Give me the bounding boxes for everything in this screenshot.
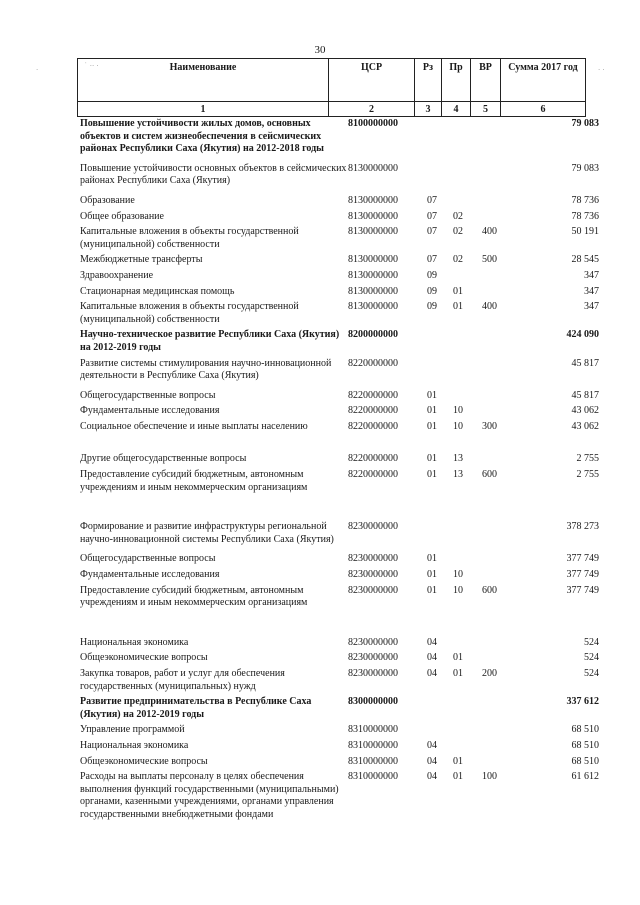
table-row	[0, 585, 640, 610]
table-row	[0, 118, 640, 156]
row-rz: 01	[427, 420, 437, 432]
row-csr: 8230000000	[348, 521, 398, 533]
row-rz: 04	[427, 668, 437, 679]
row-sum: 28 545	[571, 254, 599, 266]
scan-artifact: ˙ ·· ·	[84, 62, 99, 70]
row-name: Формирование и развитие инфраструктуры региональной научно-инновационной системы Республики Саха (Якутия)	[80, 521, 334, 545]
row-csr: 8130000000	[348, 301, 398, 313]
row-rz: 04	[427, 771, 437, 783]
row-csr: 8220000000	[348, 405, 398, 417]
table-row	[0, 453, 640, 466]
scan-artifact: ·	[36, 66, 39, 74]
row-sum: 43 062	[571, 405, 599, 417]
table-row	[0, 390, 640, 403]
table-row	[0, 553, 640, 566]
row-rz: 09	[427, 269, 437, 281]
row-name: Научно-техническое развитие Республики Саха (Якутия) на 2012-2019 годы	[80, 329, 340, 353]
row-sum: 43 062	[571, 420, 599, 432]
row-sum: 377 749	[566, 553, 599, 565]
row-name: Предоставление субсидий бюджетным, автономным учреждениям и иным некоммерческим организациям	[80, 469, 308, 493]
row-pr: 02	[453, 254, 463, 266]
row-rz: 01	[427, 553, 437, 565]
row-rz: 09	[427, 285, 437, 297]
header-pr: Пр	[442, 59, 471, 102]
row-name: Социальное обеспечение и иные выплаты населению	[80, 420, 308, 432]
row-csr: 8130000000	[348, 194, 398, 206]
table-row	[0, 358, 640, 383]
row-rz: 01	[427, 389, 437, 401]
row-csr: 8130000000	[348, 285, 398, 297]
header-vr: ВР	[471, 59, 501, 102]
row-rz: 04	[427, 652, 437, 664]
row-csr: 8230000000	[348, 652, 398, 664]
table-row	[0, 740, 640, 753]
row-sum: 524	[584, 636, 599, 648]
row-sum: 377 749	[566, 569, 599, 581]
row-pr: 01	[453, 652, 463, 664]
row-pr: 13	[453, 469, 463, 481]
row-csr: 8130000000	[348, 254, 398, 266]
row-name: Повышение устойчивости основных объектов в сейсмических районах Республики Саха (Якутия)	[80, 162, 347, 187]
row-csr: 8200000000	[348, 329, 398, 341]
header-number-3: 3	[415, 102, 442, 117]
table-row	[0, 301, 640, 326]
table-row	[0, 211, 640, 224]
row-name: Общегосударственные вопросы	[80, 553, 216, 565]
row-name: Закупка товаров, работ и услуг для обеспечения государственных (муниципальных) нужд	[80, 668, 285, 692]
table-row	[0, 270, 640, 283]
row-csr: 8130000000	[348, 269, 398, 281]
table-row	[0, 163, 640, 188]
row-csr: 8220000000	[348, 469, 398, 481]
header-number-5: 5	[471, 102, 501, 117]
table-row	[0, 771, 640, 821]
row-csr: 8220000000	[348, 357, 398, 369]
row-pr: 02	[453, 210, 463, 222]
row-sum: 524	[584, 652, 599, 664]
table-row	[0, 756, 640, 769]
header-number-6: 6	[501, 102, 586, 117]
row-sum: 337 612	[566, 696, 599, 708]
row-rz: 07	[427, 194, 437, 206]
row-csr: 8100000000	[348, 118, 398, 129]
row-vr: 200	[482, 668, 497, 679]
row-csr: 8230000000	[348, 553, 398, 565]
table-header	[77, 58, 586, 117]
table-row	[0, 195, 640, 208]
row-name: Общее образование	[80, 210, 164, 222]
row-pr: 01	[453, 301, 463, 313]
row-rz: 04	[427, 755, 437, 767]
table-row	[0, 569, 640, 582]
row-sum: 347	[584, 269, 599, 281]
row-rz: 07	[427, 210, 437, 222]
row-csr: 8230000000	[348, 636, 398, 648]
row-rz: 01	[427, 469, 437, 481]
row-name: Другие общегосударственные вопросы	[80, 453, 247, 465]
row-pr: 01	[453, 668, 463, 679]
row-sum: 377 749	[566, 584, 599, 596]
row-pr: 01	[453, 755, 463, 767]
table-row	[0, 469, 640, 494]
row-name: Общегосударственные вопросы	[80, 389, 216, 401]
row-vr: 300	[482, 420, 497, 432]
row-pr: 10	[453, 420, 463, 432]
row-sum: 68 510	[571, 724, 599, 736]
row-csr: 8230000000	[348, 569, 398, 581]
row-sum: 424 090	[566, 329, 599, 341]
row-name: Предоставление субсидий бюджетным, автономным учреждениям и иным некоммерческим организациям	[80, 584, 308, 609]
table-row	[0, 668, 640, 693]
budget-table-body	[0, 118, 640, 822]
row-csr: 8310000000	[348, 771, 398, 783]
row-name: Капитальные вложения в объекты государственной (муниципальной) собственности	[80, 301, 299, 325]
row-name: Расходы на выплаты персоналу в целях обеспечения выполнения функций государственными (муниципальными) органами, казенными учреждениями, органами управления государственными внебюджетными фондами	[80, 771, 339, 820]
table-row	[0, 652, 640, 665]
row-sum: 79 083	[571, 162, 599, 174]
row-sum: 45 817	[571, 357, 599, 369]
row-csr: 8230000000	[348, 668, 398, 679]
table-row	[0, 637, 640, 650]
row-name: Общеэкономические вопросы	[80, 652, 208, 664]
row-sum: 78 736	[571, 210, 599, 222]
row-name: Национальная экономика	[80, 739, 189, 751]
scan-artifact: · ·	[598, 66, 605, 74]
row-pr: 10	[453, 584, 463, 596]
row-csr: 8310000000	[348, 739, 398, 751]
table-row	[0, 724, 640, 737]
row-csr: 8230000000	[348, 584, 398, 596]
row-name: Управление программой	[80, 724, 185, 736]
table-row	[0, 226, 640, 251]
header-number-4: 4	[442, 102, 471, 117]
row-sum: 378 273	[566, 521, 599, 533]
row-vr: 400	[482, 226, 497, 238]
row-name: Капитальные вложения в объекты государственной (муниципальной) собственности	[80, 226, 299, 250]
row-pr: 10	[453, 569, 463, 581]
row-vr: 600	[482, 469, 497, 481]
row-csr: 8300000000	[348, 696, 398, 708]
row-rz: 04	[427, 739, 437, 751]
row-pr: 02	[453, 226, 463, 238]
row-sum: 50 191	[571, 226, 599, 238]
row-rz: 09	[427, 301, 437, 313]
row-rz: 01	[427, 405, 437, 417]
row-rz: 01	[427, 569, 437, 581]
row-sum: 61 612	[571, 771, 599, 783]
header-number-1: 1	[78, 102, 329, 117]
row-sum: 524	[584, 668, 599, 679]
row-csr: 8220000000	[348, 420, 398, 432]
row-name: Образование	[80, 194, 135, 206]
header-sum: Сумма 2017 год	[501, 59, 586, 102]
header-name: Наименование	[78, 59, 329, 102]
row-name: Общеэкономические вопросы	[80, 755, 208, 767]
row-name: Повышение устойчивости жилых домов, основных объектов и систем жизнеобеспечения в сейсмических районах Республики Саха (Якутия) на 2012-2018 годы	[80, 118, 324, 155]
table-row	[0, 521, 640, 546]
header-rz: Рз	[415, 59, 442, 102]
table-row	[0, 286, 640, 299]
row-name: Развитие предпринимательства в Республике Саха (Якутия) на 2012-2019 годы	[80, 696, 312, 720]
row-sum: 347	[584, 285, 599, 297]
row-name: Развитие системы стимулирования научно-инновационной деятельности в Республике Саха (Якутия)	[80, 357, 332, 382]
row-csr: 8130000000	[348, 210, 398, 222]
table-row	[0, 329, 640, 354]
row-name: Стационарная медицинская помощь	[80, 285, 235, 297]
row-vr: 100	[482, 771, 497, 783]
row-name: Национальная экономика	[80, 636, 189, 648]
row-name: Фундаментальные исследования	[80, 405, 220, 417]
header-csr: ЦСР	[329, 59, 415, 102]
row-sum: 78 736	[571, 194, 599, 206]
row-sum: 68 510	[571, 739, 599, 751]
row-pr: 01	[453, 285, 463, 297]
row-rz: 01	[427, 453, 437, 465]
row-sum: 2 755	[576, 453, 599, 465]
table-row	[0, 421, 640, 434]
row-sum: 79 083	[571, 118, 599, 129]
row-csr: 8130000000	[348, 226, 398, 238]
row-pr: 01	[453, 771, 463, 783]
row-rz: 01	[427, 584, 437, 596]
row-rz: 07	[427, 226, 437, 238]
row-name: Фундаментальные исследования	[80, 569, 220, 581]
row-rz: 07	[427, 254, 437, 266]
row-pr: 13	[453, 453, 463, 465]
row-csr: 8310000000	[348, 755, 398, 767]
row-csr: 8220000000	[348, 389, 398, 401]
row-sum: 2 755	[576, 469, 599, 481]
row-vr: 600	[482, 584, 497, 596]
row-csr: 8310000000	[348, 724, 398, 736]
row-sum: 347	[584, 301, 599, 313]
table-row	[0, 405, 640, 418]
row-rz: 04	[427, 636, 437, 648]
row-csr: 8220000000	[348, 453, 398, 465]
row-name: Здравоохранение	[80, 269, 154, 281]
row-pr: 10	[453, 405, 463, 417]
row-vr: 400	[482, 301, 497, 313]
row-name: Межбюджетные трансферты	[80, 254, 203, 266]
page-number: 30	[314, 44, 326, 56]
header-number-2: 2	[329, 102, 415, 117]
row-sum: 45 817	[571, 389, 599, 401]
row-sum: 68 510	[571, 755, 599, 767]
row-vr: 500	[482, 254, 497, 266]
table-row	[0, 696, 640, 721]
row-csr: 8130000000	[348, 162, 398, 174]
table-row	[0, 254, 640, 267]
